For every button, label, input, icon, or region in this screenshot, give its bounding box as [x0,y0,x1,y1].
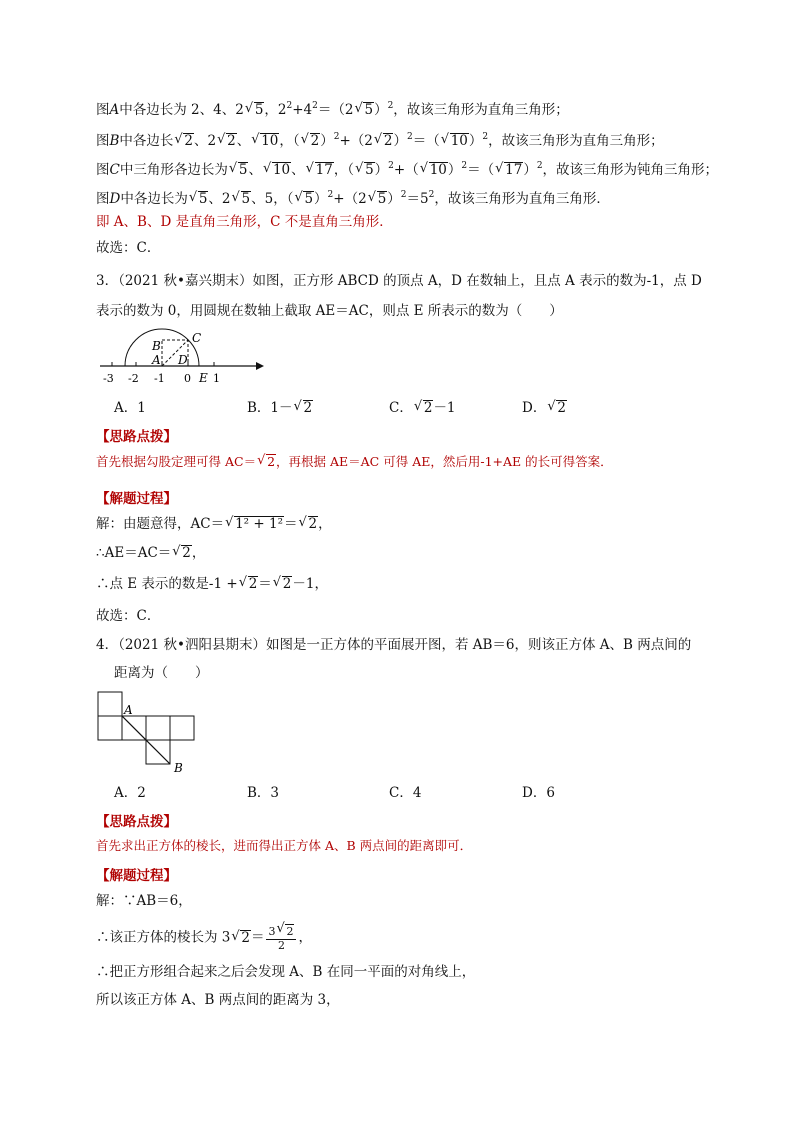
tick-label: 0 [184,372,191,385]
q4-hint-tag: 【思路点拨】 [96,814,177,830]
solution-line-figure-a: 图A中各边长为 2、4、2√ 5，$2^2+4^2=(2√$ 5）$^2$，故该三角形为直角三角形； [96,96,569,120]
q3-option-b[interactable]: B．1－√ 2 [247,396,313,416]
tick-label: 1 [213,372,220,385]
solution-line-figure-d: 图D中各边长为√ 5、2√ 5、5，（√ 5）$^2$+（2√ $5)^2=5^2$，故该三角形为直角三角形． [96,185,610,209]
solution-line-figure-c: 图C中三角形各边长为√ 5、√ 10、√ 17，（√ 5）$^2$+（√ 10）$^2$＝（√ 17）$^2$，故该三角形为钝角三角形； [96,156,718,180]
point-b-label: B [174,761,183,775]
q4-stem-line-1: 4．（2021 秋•泗阳县期末）如图是一正方体的平面展开图，若 AB＝6，则该正方体 A、B 两点间的 [96,637,692,653]
q3-process-tag: 【解题过程】 [96,491,177,507]
q4-process-tag: 【解题过程】 [96,868,177,884]
q3-step-3: ∴点 E 表示的数是-1 +√ 2＝√ 2－1， [96,574,328,594]
q4-step-4: 所以该正方体 A、B 两点间的距离为 3， [96,992,340,1008]
q3-number-line-figure [96,328,266,386]
point-e-label: E [199,371,208,385]
q4-cube-net-figure [94,688,210,776]
tick-label: -2 [128,372,139,385]
q4-option-a[interactable]: A．2 [114,785,146,801]
q4-step-2: ∴该正方体的棱长为 3√ 2＝ $\frac{3√ 2}{2}$ ， [96,924,312,952]
q4-option-c[interactable]: C．4 [389,785,422,801]
q3-option-d[interactable]: D．√ 2 [522,396,567,416]
q4-hint-text: 首先求出正方体的棱长，进而得出正方体 A、B 两点间的距离即可． [96,838,473,853]
q4-stem-line-2: 距离为（ ） [114,665,209,681]
q4-step-3: ∴把正方形组合起来之后会发现 A、B 在同一平面的对角线上， [96,964,476,980]
tick-label: -3 [103,372,114,385]
point-b-label: B [152,339,161,353]
q3-hint-tag: 【思路点拨】 [96,429,177,445]
tick-label: -1 [154,372,165,385]
q4-option-b[interactable]: B．3 [247,785,280,801]
q3-stem-line-1: 3．（2021 秋•嘉兴期末）如图，正方形 ABCD 的顶点 A，D 在数轴上，且点 A 表示的数为-1，点 D [96,273,702,289]
q3-answer: 故选：C． [96,608,161,624]
point-a-label: A [124,703,133,717]
solution-line-figure-b: 图B中各边长√ 2、2√ 2、√ 10，（√ 2）$^2$+（2√ 2）$^2$＝（√ 10）$^2$，故该三角形为直角三角形； [96,127,664,151]
solution-summary: 即 A、B、D 是直角三角形，C 不是直角三角形． [96,214,393,230]
solution-answer: 故选：C． [96,240,161,256]
q3-hint-text: 首先根据勾股定理可得 AC＝√ 2，再根据 AE＝AC 可得 AE，然后用-1+AE 的长可得答案． [96,452,613,472]
point-c-label: C [192,331,202,345]
q3-step-2: ∴AE＝AC＝√ 2， [96,543,205,563]
q3-step-1: 解：由题意得，AC＝√ 1² + 1²＝√ 2， [96,514,332,534]
q4-step-1: 解：∵AB＝6， [96,893,192,909]
q3-option-c[interactable]: C．√ 2－1 [389,396,456,416]
point-a-label: A [152,353,161,367]
point-d-label: D [178,353,188,367]
q4-option-d[interactable]: D．6 [522,785,555,801]
q3-stem-line-2: 表示的数为 0，用圆规在数轴上截取 AE＝AC，则点 E 所表示的数为（ ） [96,303,563,319]
q3-option-a[interactable]: A．1 [114,400,146,416]
